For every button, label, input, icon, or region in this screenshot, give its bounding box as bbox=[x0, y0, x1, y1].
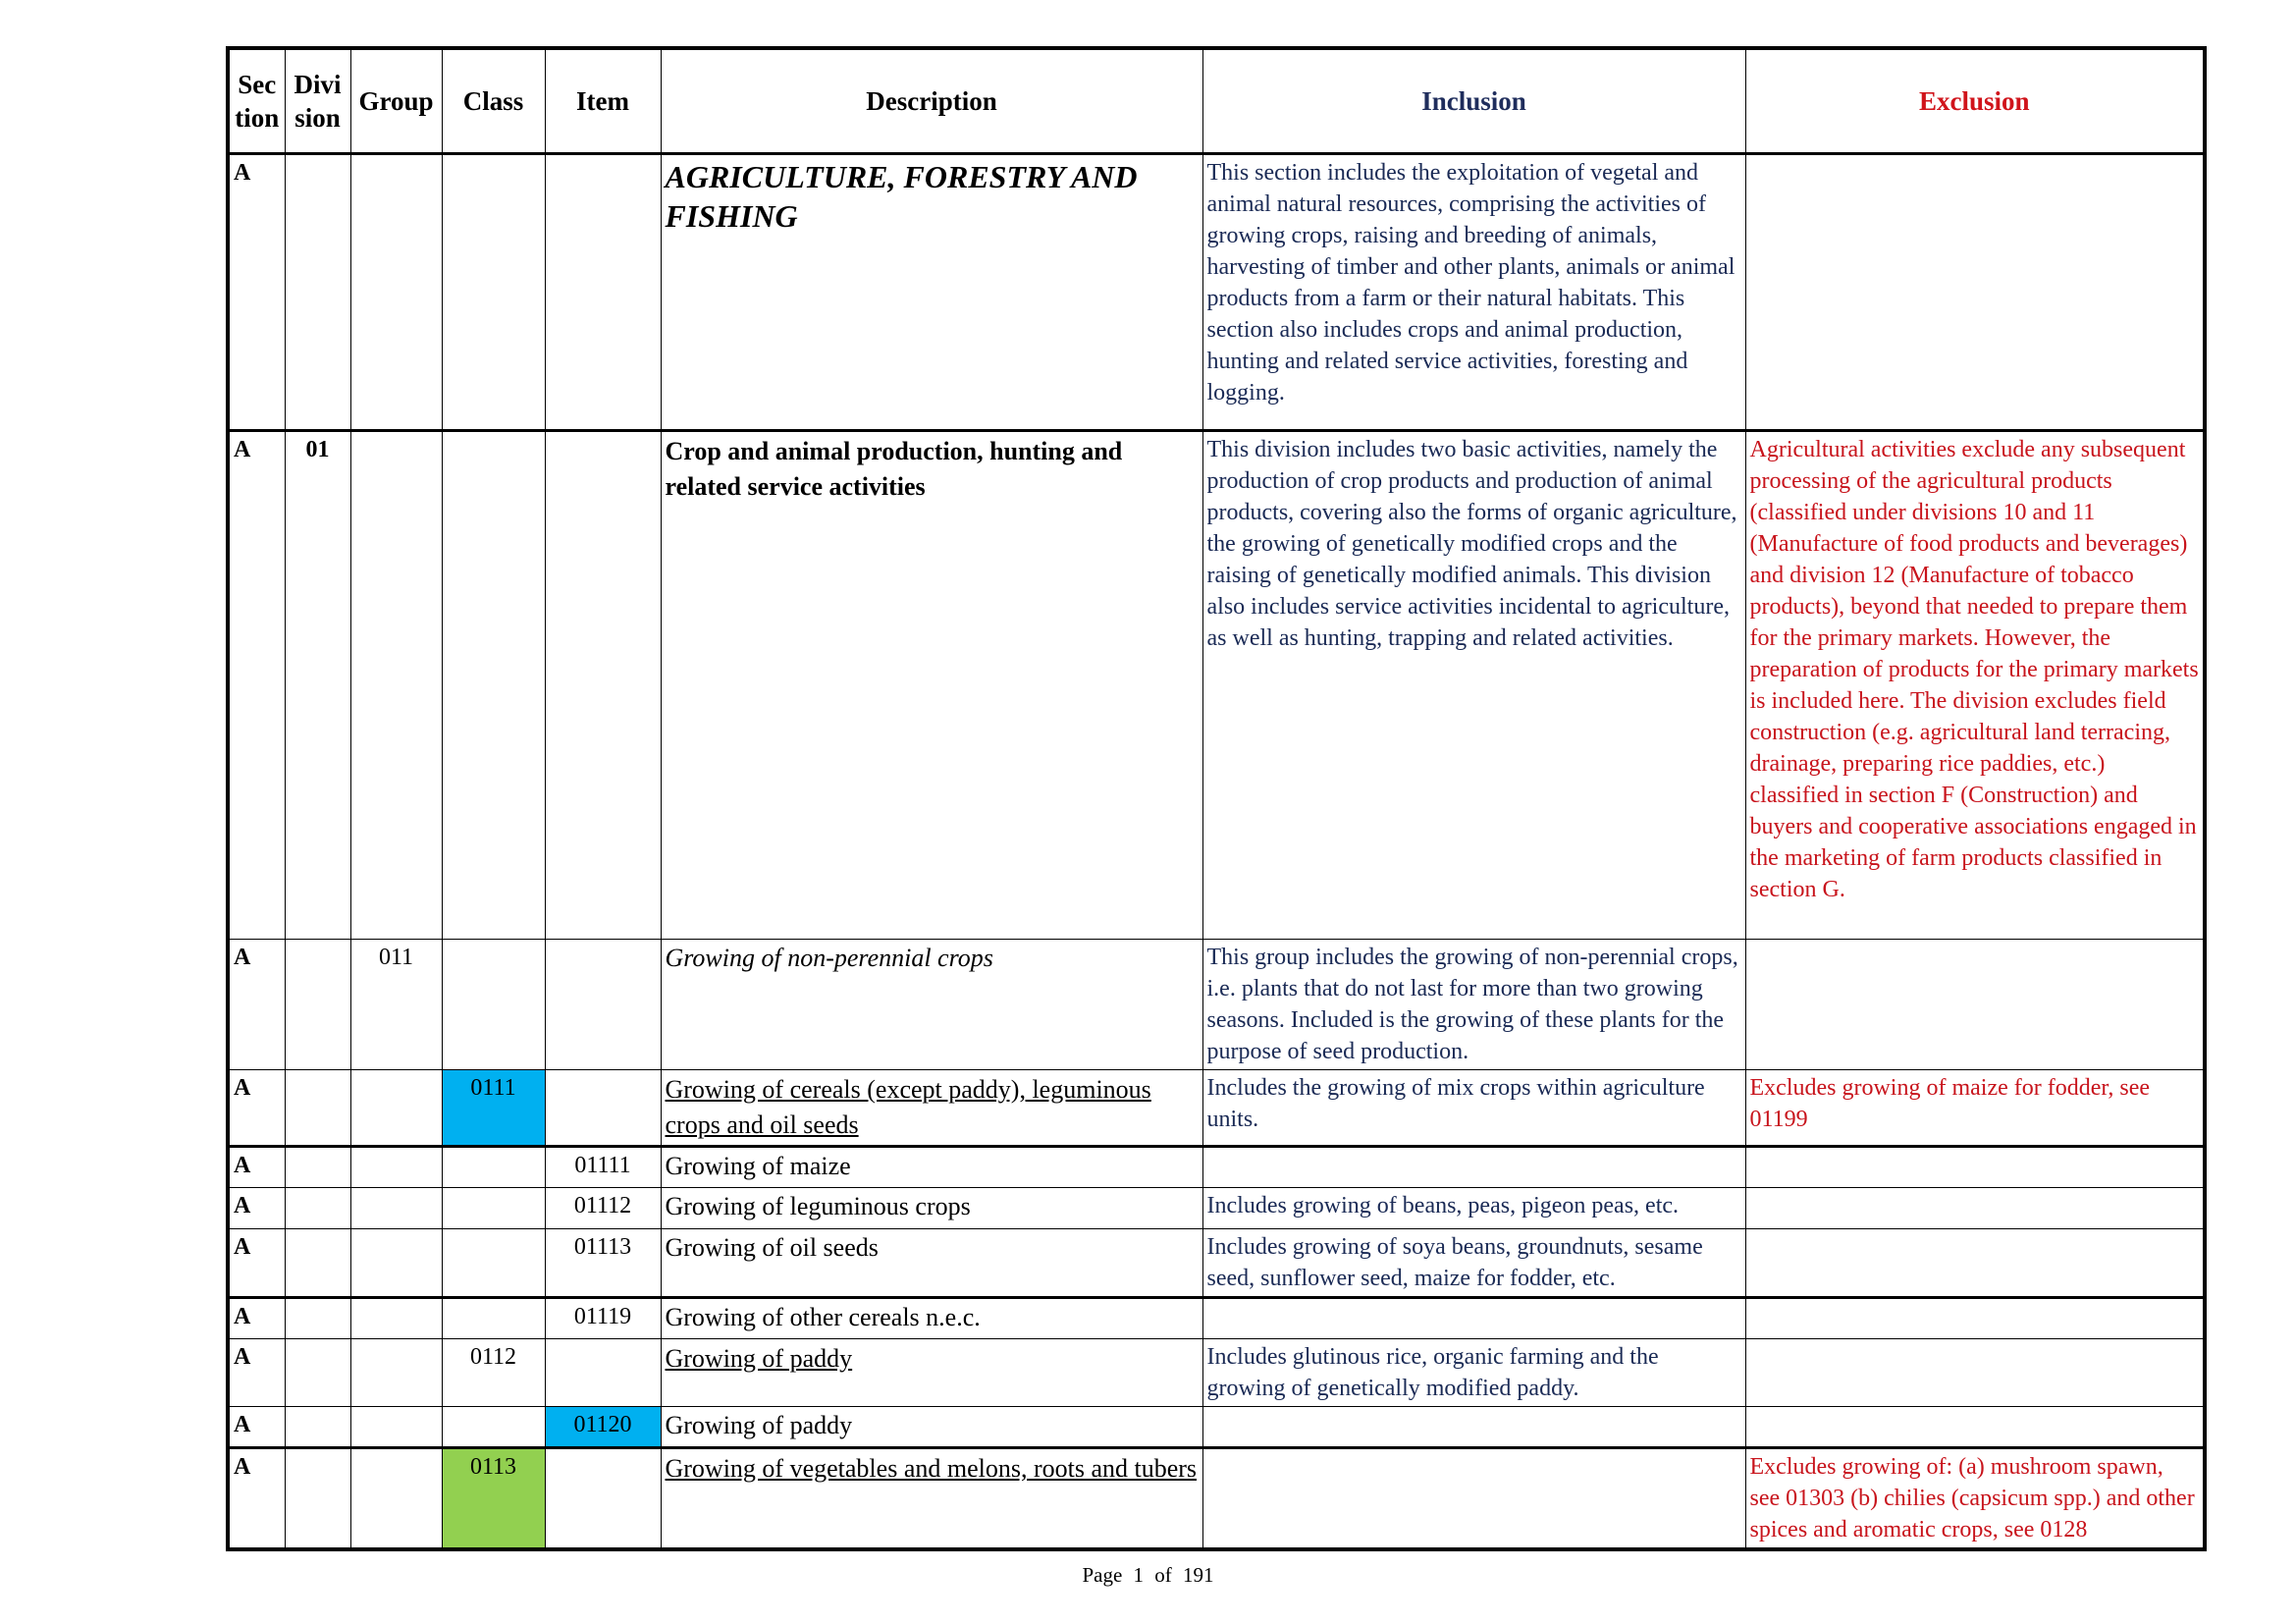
cell-description bbox=[661, 154, 1202, 431]
cell-description bbox=[661, 431, 1202, 940]
of-label: of bbox=[1154, 1563, 1172, 1587]
cell-division bbox=[285, 1188, 350, 1229]
item-title: Growing of leguminous crops bbox=[665, 1192, 971, 1220]
cell-exclusion: Agricultural activities exclude any subsequent processing of the agricultural products (classified under divisions 10 and 11 (Manufacture of food products and beverages) and division 12 (Manufacture of tobacco products), beyond that needed to prepare them for the primary markets. However, the preparation of products for the primary markets is included here. The division excludes field construction (e.g. agricultural land terracing, drainage, preparing rice paddies, etc.) classified in section F (Construction) and buyers and cooperative associations engaged in the marketing of farm products classified in section G. bbox=[1745, 431, 2205, 940]
cell-exclusion bbox=[1745, 154, 2205, 431]
cell-section: A bbox=[228, 1229, 285, 1298]
cell-section: A bbox=[228, 1339, 285, 1407]
document-page bbox=[226, 46, 2203, 1551]
cell-group: 011 bbox=[350, 940, 442, 1070]
cell-division bbox=[285, 1147, 350, 1188]
cell-exclusion: Excludes growing of maize for fodder, see 01199 bbox=[1745, 1070, 2205, 1147]
cell-inclusion: Includes glutinous rice, organic farming and the growing of genetically modified paddy. bbox=[1202, 1339, 1745, 1407]
cell-division bbox=[285, 1448, 350, 1550]
cell-division bbox=[285, 940, 350, 1070]
cell-section: A bbox=[228, 1407, 285, 1448]
total-pages: 191 bbox=[1183, 1563, 1214, 1587]
cell-class-highlighted: 0111 bbox=[442, 1070, 545, 1147]
cell-description bbox=[661, 1070, 1202, 1147]
division-title: Crop and animal production, hunting and related service activities bbox=[665, 437, 1123, 501]
cell-description bbox=[661, 940, 1202, 1070]
cell-class bbox=[442, 1229, 545, 1298]
table-row-item-01112 bbox=[228, 1188, 2205, 1229]
header-division: Divi sion bbox=[285, 48, 350, 154]
cell-item bbox=[545, 154, 661, 431]
page-label: Page bbox=[1082, 1563, 1123, 1587]
cell-class bbox=[442, 1298, 545, 1339]
header-description: Description bbox=[661, 48, 1202, 154]
cell-group bbox=[350, 431, 442, 940]
cell-exclusion bbox=[1745, 940, 2205, 1070]
header-inclusion: Inclusion bbox=[1202, 48, 1745, 154]
cell-inclusion bbox=[1202, 1407, 1745, 1448]
cell-inclusion bbox=[1202, 1147, 1745, 1188]
cell-class: 0112 bbox=[442, 1339, 545, 1407]
cell-inclusion bbox=[1202, 1448, 1745, 1550]
table-row-item-01111 bbox=[228, 1147, 2205, 1188]
cell-group bbox=[350, 1070, 442, 1147]
cell-item bbox=[545, 1448, 661, 1550]
cell-group bbox=[350, 154, 442, 431]
cell-group bbox=[350, 1448, 442, 1550]
cell-description bbox=[661, 1229, 1202, 1298]
group-title: Growing of non-perennial crops bbox=[665, 944, 993, 972]
table-row-class-0111 bbox=[228, 1070, 2205, 1147]
cell-division: 01 bbox=[285, 431, 350, 940]
header-section: Sec tion bbox=[228, 48, 285, 154]
cell-exclusion: Excludes growing of: (a) mushroom spawn, see 01303 (b) chilies (capsicum spp.) and other spices and aromatic crops, see 0128 bbox=[1745, 1448, 2205, 1550]
cell-item: 01113 bbox=[545, 1229, 661, 1298]
header-class: Class bbox=[442, 48, 545, 154]
cell-inclusion: This division includes two basic activities, namely the production of crop products and production of animal products, covering also the forms of organic agriculture, the growing of genetically modified crops and the raising of genetically modified animals. This division also includes service activities incidental to agriculture, as well as hunting, trapping and related activities. bbox=[1202, 431, 1745, 940]
cell-division bbox=[285, 1229, 350, 1298]
cell-section: A bbox=[228, 1298, 285, 1339]
class-title: Growing of paddy bbox=[665, 1344, 853, 1373]
cell-inclusion: Includes growing of beans, peas, pigeon peas, etc. bbox=[1202, 1188, 1745, 1229]
cell-class bbox=[442, 1188, 545, 1229]
cell-item: 01112 bbox=[545, 1188, 661, 1229]
cell-section: A bbox=[228, 1147, 285, 1188]
cell-inclusion: This group includes the growing of non-perennial crops, i.e. plants that do not last for more than two growing seasons. Included is the growing of these plants for the purpose of seed production. bbox=[1202, 940, 1745, 1070]
page-footer bbox=[0, 1563, 2296, 1588]
header-exclusion: Exclusion bbox=[1745, 48, 2205, 154]
cell-section: A bbox=[228, 940, 285, 1070]
cell-item bbox=[545, 431, 661, 940]
cell-description bbox=[661, 1188, 1202, 1229]
cell-description bbox=[661, 1448, 1202, 1550]
item-title: Growing of other cereals n.e.c. bbox=[665, 1303, 981, 1331]
cell-item bbox=[545, 940, 661, 1070]
table-row-group-011 bbox=[228, 940, 2205, 1070]
cell-exclusion bbox=[1745, 1339, 2205, 1407]
section-title: AGRICULTURE, FORESTRY AND FISHING bbox=[665, 159, 1138, 234]
cell-description bbox=[661, 1147, 1202, 1188]
cell-class bbox=[442, 940, 545, 1070]
cell-class bbox=[442, 1407, 545, 1448]
cell-item: 01111 bbox=[545, 1147, 661, 1188]
cell-exclusion bbox=[1745, 1407, 2205, 1448]
cell-inclusion: This section includes the exploitation of vegetal and animal natural resources, comprising the activities of growing crops, raising and breeding of animals, harvesting of timber and other plants, animals or animal products from a farm or their natural habitats. This section also includes crops and animal production, hunting and related service activities, foresting and logging. bbox=[1202, 154, 1745, 431]
cell-class bbox=[442, 431, 545, 940]
table-row-item-01113 bbox=[228, 1229, 2205, 1298]
cell-class-highlighted: 0113 bbox=[442, 1448, 545, 1550]
class-title: Growing of vegetables and melons, roots and tubers bbox=[665, 1454, 1198, 1483]
header-item: Item bbox=[545, 48, 661, 154]
table-row-class-0112 bbox=[228, 1339, 2205, 1407]
cell-class bbox=[442, 154, 545, 431]
cell-section: A bbox=[228, 1188, 285, 1229]
cell-group bbox=[350, 1407, 442, 1448]
page-number: 1 bbox=[1133, 1563, 1145, 1587]
table-row-division-01 bbox=[228, 431, 2205, 940]
item-title: Growing of paddy bbox=[665, 1411, 853, 1439]
cell-group bbox=[350, 1229, 442, 1298]
cell-exclusion bbox=[1745, 1229, 2205, 1298]
cell-inclusion: Includes the growing of mix crops within agriculture units. bbox=[1202, 1070, 1745, 1147]
cell-inclusion: Includes growing of soya beans, groundnuts, sesame seed, sunflower seed, maize for fodder, etc. bbox=[1202, 1229, 1745, 1298]
cell-item-highlighted: 01120 bbox=[545, 1407, 661, 1448]
table-row-section-a bbox=[228, 154, 2205, 431]
cell-exclusion bbox=[1745, 1188, 2205, 1229]
cell-item: 01119 bbox=[545, 1298, 661, 1339]
cell-division bbox=[285, 1298, 350, 1339]
table-row-class-0113 bbox=[228, 1448, 2205, 1550]
cell-item bbox=[545, 1070, 661, 1147]
cell-exclusion bbox=[1745, 1147, 2205, 1188]
cell-class bbox=[442, 1147, 545, 1188]
class-title: Growing of cereals (except paddy), leguminous crops and oil seeds bbox=[665, 1075, 1151, 1139]
cell-group bbox=[350, 1298, 442, 1339]
cell-section: A bbox=[228, 1070, 285, 1147]
cell-division bbox=[285, 1339, 350, 1407]
cell-description bbox=[661, 1339, 1202, 1407]
cell-inclusion bbox=[1202, 1298, 1745, 1339]
cell-division bbox=[285, 1407, 350, 1448]
cell-section: A bbox=[228, 431, 285, 940]
table-row-item-01120 bbox=[228, 1407, 2205, 1448]
table-row-item-01119 bbox=[228, 1298, 2205, 1339]
cell-description bbox=[661, 1407, 1202, 1448]
cell-group bbox=[350, 1147, 442, 1188]
cell-group bbox=[350, 1188, 442, 1229]
cell-exclusion bbox=[1745, 1298, 2205, 1339]
header-group: Group bbox=[350, 48, 442, 154]
cell-group bbox=[350, 1339, 442, 1407]
cell-division bbox=[285, 1070, 350, 1147]
cell-item bbox=[545, 1339, 661, 1407]
table-header-row bbox=[228, 48, 2205, 154]
cell-section: A bbox=[228, 1448, 285, 1550]
item-title: Growing of maize bbox=[665, 1152, 851, 1180]
cell-division bbox=[285, 154, 350, 431]
cell-section: A bbox=[228, 154, 285, 431]
item-title: Growing of oil seeds bbox=[665, 1233, 879, 1262]
cell-description bbox=[661, 1298, 1202, 1339]
isic-classification-table bbox=[226, 46, 2207, 1551]
